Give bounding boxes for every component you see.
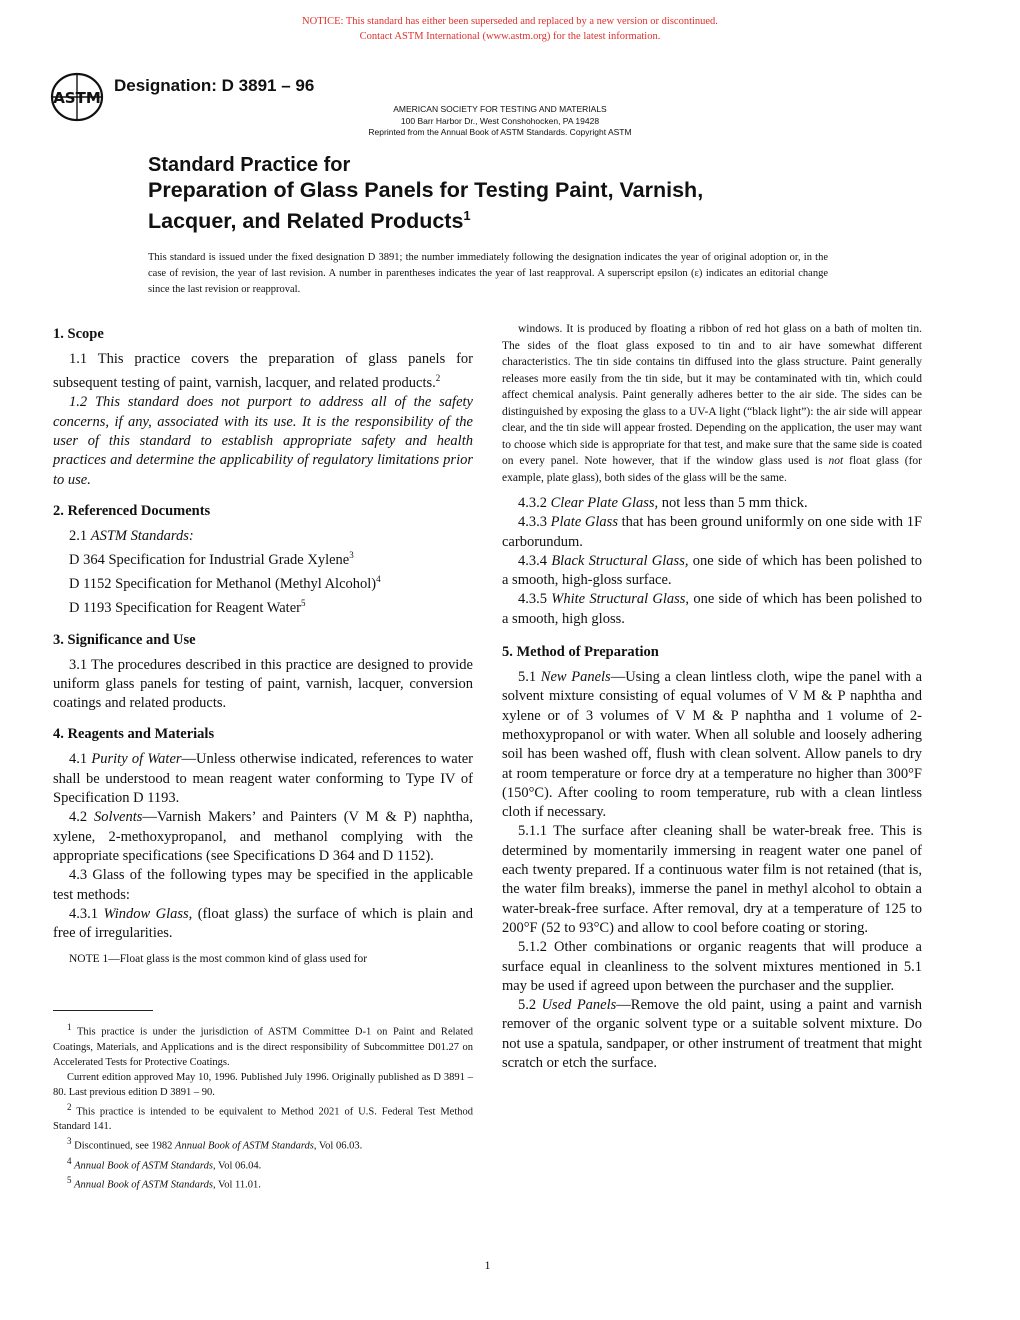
para-5-2: 5.2 Used Panels—Remove the old paint, using a paint and varnish remover of the organic solvent type or a suitable solvent mixture. Do not use a spatula, sandpaper, or other instrument of treatment that might scratch or etch the surface. <box>502 997 923 1072</box>
para-4-3-3: 4.3.3 Plate Glass that has been ground uniformly on one side with 1F carborundum. <box>502 514 923 550</box>
para-4-3-1: 4.3.1 Window Glass, (float glass) the surface of which is plain and free of irregularities. <box>53 905 474 942</box>
footnote-3: $^3$ Discontinued, see 1982 Annual Book of ASTM Standards, Vol 06.03. <box>67 1136 363 1152</box>
para-5-1-2: 5.1.2 Other combinations or organic reagents that will produce a surface equal in cleanliness to the solvent mixtures mentioned in 5.1 may be used if agreed upon between the purchaser and the supplier. <box>502 939 922 994</box>
reprint-notice: Reprinted from the Annual Book of ASTM Standards. Copyright ASTM <box>368 127 632 137</box>
note-1-continued: windows. It is produced by floating a ribbon of red hot glass on a bath of molten tin. The sides of the float glass exposed to tin and to air have somewhat different characteristics. The tin side contains tin diffused into the glass structure. Paint generally releases more easily from the tin side, but it may be contaminated with tin, which could affect chemical analysis. Paint generally adheres better to the air side. The sides can be distinguished by exposing the glass to a UV-A light (“black light”): the air side will appear clear, and the tin side will appear frosted. Depending on the application, the user may want to choose which side is appropriate for that test, and make sure that the same side is coated on every panel. Note however, that if the window glass used is not float glass (for example, plate glass), both sides of the glass will be the same. <box>502 323 922 484</box>
logo-text: ASTM <box>53 89 101 107</box>
para-5-1: 5.1 New Panels—Using a clean lintless cloth, wipe the panel with a solvent mixture consisting of equal volumes of V M & P naphtha and xylene or of 3 volumes of V M & P naphtha and 1 volume of 2-methoxypropanol or with water. When all soluble and loosely adhering soil has been washed off, flush with clean solvent. Allow panels to dry at room temperature or force dry at a temperature no higher than 300°F (150°C). After cooling to room temperature, rub with a clean lintless cloth if necessary. <box>502 669 923 821</box>
notice-line-2: Contact ASTM International (www.astm.org) for the latest information. <box>359 31 661 42</box>
para-4-1: 4.1 Purity of Water—Unless otherwise indicated, references to water shall be understood to mean reagent water conforming to Type IV of Specification D 1193. <box>53 751 473 807</box>
para-3-1: 3.1 The procedures described in this practice are designed to provide uniform glass panels for testing of paint, varnish, lacquer, conversion coatings and related products. <box>53 656 473 712</box>
society-block <box>330 104 670 139</box>
supersede-notice <box>0 14 1020 44</box>
note-1-start: NOTE 1—Float glass is the most common kind of glass used for <box>69 953 368 966</box>
para-2-1: 2.1 ASTM Standards: <box>69 527 194 544</box>
society-address: 100 Barr Harbor Dr., West Conshohocken, PA 19428 <box>400 115 600 126</box>
para-4-3-4: 4.3.4 Black Structural Glass, one side of which has been polished to a smooth, high-gloss surface. <box>502 552 923 589</box>
title-line-1: Standard Practice for <box>148 154 351 176</box>
section-heading-method: 5. Method of Preparation <box>502 644 659 661</box>
designation: Designation: D 3891 – 96 <box>114 76 315 95</box>
footnote-divider <box>53 1010 153 1011</box>
para-5-1-1: 5.1.1 The surface after cleaning shall be water-break free. This is determined by momentarily immersing in reagent water one panel of each twenty prepared. If a continuous water film is not retained (that is, the water film breaks), immerse the panel in methyl alcohol to obtain a water-break-free surface. After removal, dry at a temperature of 125 to 200°F (52 to 93°C) and allow to cool before coating or storing. <box>502 823 922 936</box>
para-4-3-2: 4.3.2 Clear Plate Glass, not less than 5 mm thick. <box>518 495 808 511</box>
reference-d1152: D 1152 Specification for Methanol (Methyl Alcohol)$^4$ <box>69 574 381 593</box>
footnotes <box>53 1020 473 1193</box>
title-line-3: Lacquer, and Related Products$^1$ <box>148 208 471 234</box>
society-name: AMERICAN SOCIETY FOR TESTING AND MATERIALS <box>393 104 607 114</box>
section-heading-refdocs: 2. Referenced Documents <box>53 502 211 519</box>
reference-d364: D 364 Specification for Industrial Grade Xylene$^3$ <box>69 550 354 569</box>
right-column <box>502 321 922 1073</box>
para-4-3-5: 4.3.5 White Structural Glass, one side of which has been polished to a smooth, high gloss. <box>502 591 923 627</box>
para-4-3: 4.3 Glass of the following types may be specified in the applicable test methods: <box>53 867 473 903</box>
para-1-2: 1.2 This standard does not purport to address all of the safety concerns, if any, associated with its use. It is the responsibility of the user of this standard to establish appropriate safety and health practices and determine the applicability of regulatory limitations prior to use. <box>53 394 473 488</box>
footnote-2: $^2$ This practice is intended to be equivalent to Method 2021 of U.S. Federal Test Method Standard 141. <box>53 1101 473 1132</box>
left-column <box>53 321 473 968</box>
footnote-4: $^4$ Annual Book of ASTM Standards, Vol 06.04. <box>67 1155 262 1171</box>
footnote-5: $^5$ Annual Book of ASTM Standards, Vol 11.01. <box>67 1175 261 1191</box>
notice-line-1: NOTICE: This standard has either been superseded and replaced by a new version or discontinued. <box>302 16 718 27</box>
para-4-2: 4.2 Solvents—Varnish Makers’ and Painters (V M & P) naphtha, xylene, 2-methoxypropanol, and methanol complying with the appropriate specifications (see Specifications D 364 and D 1152). <box>53 809 473 864</box>
issuance-note: This standard is issued under the fixed designation D 3891; the number immediately following the designation indicates the year of original adoption or, in the case of revision, the year of last revision. A number in parentheses indicates the year of last reapproval. A superscript epsilon (ε) indicates an editorial change since the last revision or reapproval. <box>148 252 828 295</box>
footnote-1: $^1$ This practice is under the jurisdiction of ASTM Committee D-1 on Paint and Related Coatings, Materials, and Applications and is the direct responsibility of Subcommittee D01.27 on Accelerated Tests for Protective Coatings. <box>53 1022 474 1068</box>
footnote-1b: Current edition approved May 10, 1996. Published July 1996. Originally published as D 3891 – 80. Last previous edition D 3891 – 90. <box>53 1071 473 1098</box>
document-title <box>148 153 868 234</box>
section-heading-scope: 1. Scope <box>53 326 104 342</box>
title-line-2: Preparation of Glass Panels for Testing Paint, Varnish, <box>148 178 704 202</box>
section-heading-significance: 3. Significance and Use <box>53 631 196 648</box>
astm-logo <box>50 72 104 122</box>
para-1-1: 1.1 This practice covers the preparation of glass panels for subsequent testing of paint, varnish, lacquer, and related products.$^2$ <box>53 351 473 392</box>
section-heading-reagents: 4. Reagents and Materials <box>53 726 215 743</box>
page-number: 1 <box>484 1258 491 1272</box>
reference-d1193: D 1193 Specification for Reagent Water$^5$ <box>69 598 306 617</box>
title-footnote-mark: 1 <box>463 208 471 223</box>
